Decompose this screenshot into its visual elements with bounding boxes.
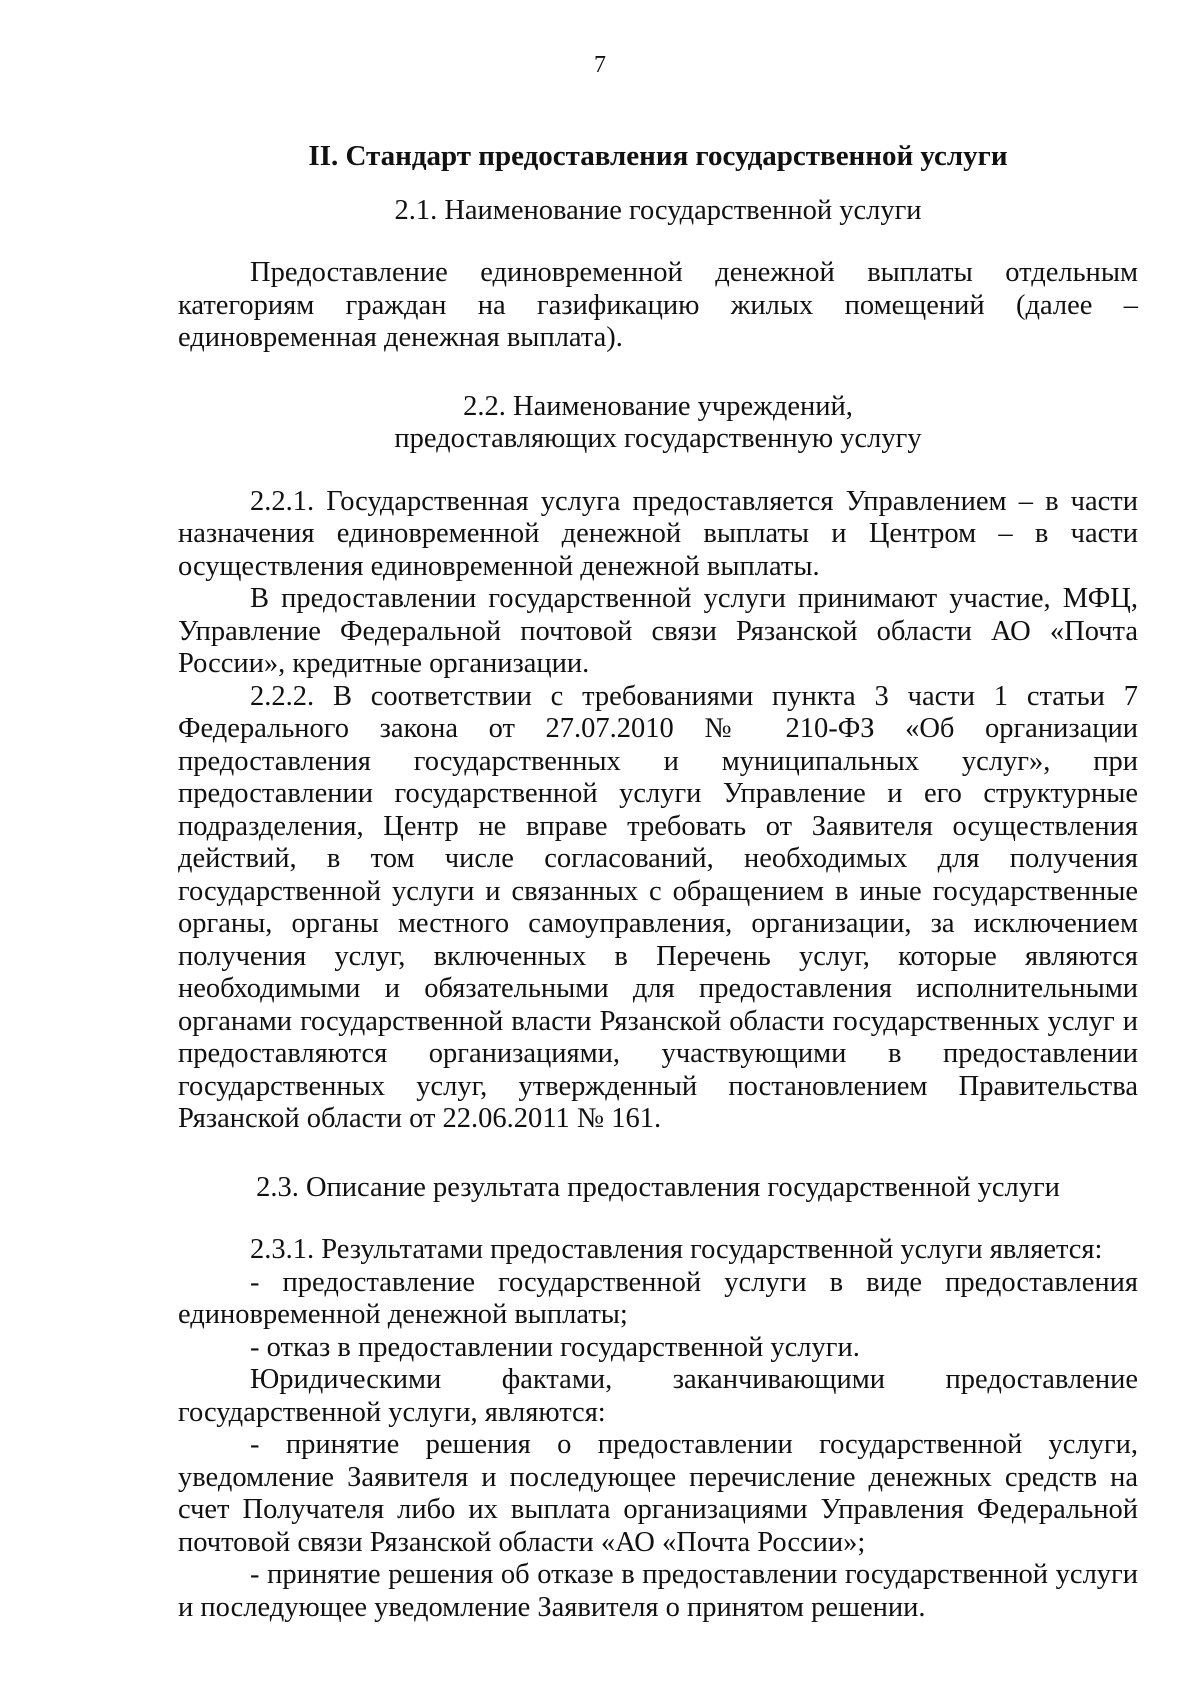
paragraph-legal-facts: Юридическими фактами, заканчивающими предоставление государственной услуги, являются: bbox=[178, 1364, 1138, 1428]
section-title: II. Стандарт предоставления государственной услуги bbox=[308, 140, 1008, 172]
list-item-decision-refusal: - принятие решения об отказе в предоставлении государственной услуги и последующее уведомление Заявителя о принятом решении. bbox=[178, 1559, 1138, 1623]
document-body bbox=[178, 140, 1138, 1624]
page-number: 7 bbox=[594, 52, 606, 78]
list-item-refusal: - отказ в предоставлении государственной услуги. bbox=[250, 1331, 860, 1363]
paragraph-2-3-1: 2.3.1. Результатами предоставления государственной услуги является: bbox=[250, 1234, 1103, 1265]
paragraph-2-1: Предоставление единовременной денежной выплаты отдельным категориям граждан на газификацию жилых помещений (далее – единовременная денежная выплата). bbox=[178, 257, 1138, 353]
paragraph-2-2-1: 2.2.1. Государственная услуга предоставляется Управлением – в части назначения единовременной денежной выплаты и Центром – в части осуществления единовременной денежной выплаты. bbox=[178, 485, 1138, 582]
heading-2-2-line1: 2.2. Наименование учреждений, bbox=[463, 390, 853, 422]
heading-2-1: 2.1. Наименование государственной услуги bbox=[394, 194, 922, 226]
list-item-decision-grant: - принятие решения о предоставлении государственной услуги, уведомление Заявителя и последующее перечисление денежных средств на счет Получателя либо их выплата организациями Управления Федеральной почтовой связи Рязанской области «АО «Почта России»; bbox=[178, 1429, 1138, 1558]
heading-2-2-line2: предоставляющих государственную услугу bbox=[394, 423, 922, 454]
paragraph-2-2-participants: В предоставлении государственной услуги принимают участие, МФЦ, Управление Федеральной почтовой связи Рязанской области АО «Почта России», кредитные организации. bbox=[178, 583, 1138, 679]
paragraph-2-2-2: 2.2.2. В соответствии с требованиями пункта 3 части 1 статьи 7 Федерального закона от 27.07.2010 № 210-ФЗ «Об организации предоставления государственных и муниципальных услуг», при предоставлении государственной услуги Управление и его структурные подразделения, Центр не вправе требовать от Заявителя осуществления действий, в том числе согласований, необходимых для получения государственной услуги и связанных с обращением в иные государственные органы, органы местного самоуправления, организации, за исключением получения услуг, включенных в Перечень услуг, которые являются необходимыми и обязательными для предоставления исполнительными органами государственной власти Рязанской области государственных услуг и предоставляются организациями, участвующими в предоставлении государственных услуг, утвержденный постановлением Правительства Рязанской области от 22.06.2011 № 161. bbox=[178, 680, 1138, 1134]
heading-2-3: 2.3. Описание результата предоставления государственной услуги bbox=[256, 1171, 1060, 1203]
list-item-payment: - предоставление государственной услуги в виде предоставления единовременной денежной выплаты; bbox=[178, 1266, 1138, 1330]
